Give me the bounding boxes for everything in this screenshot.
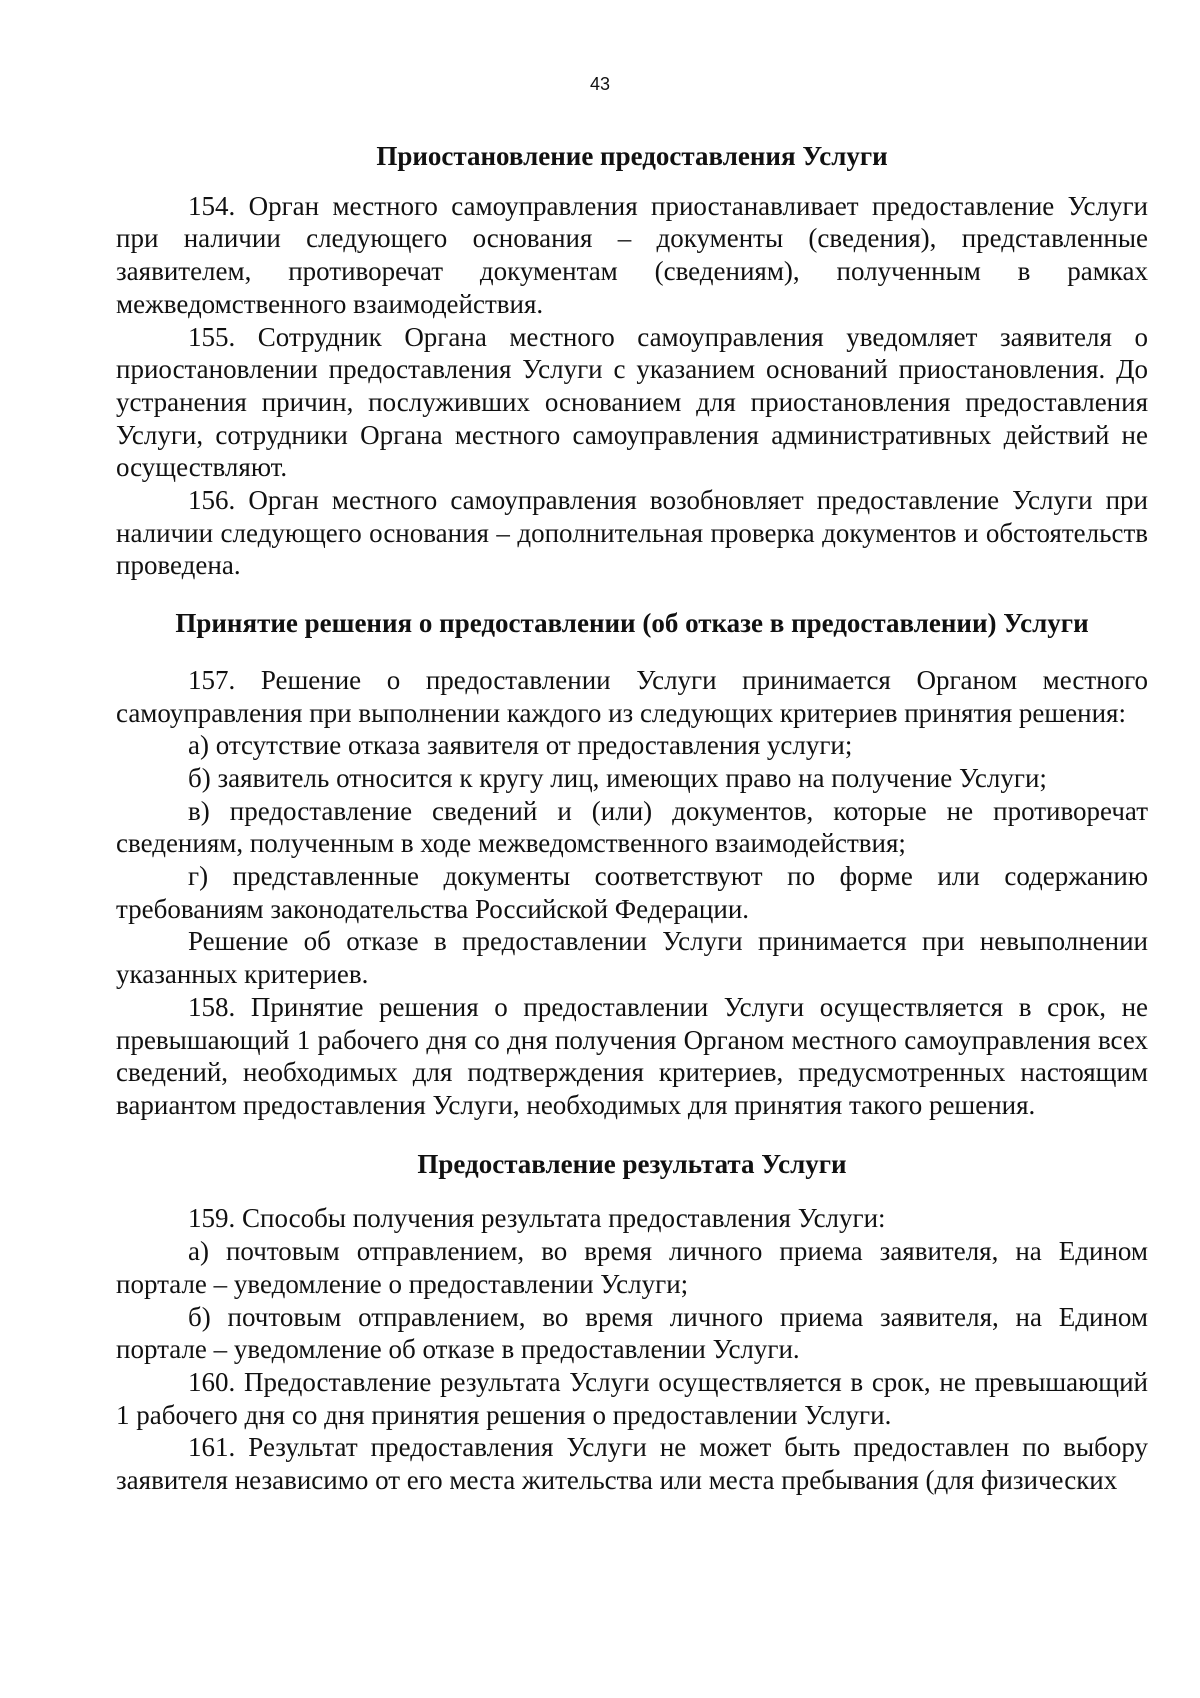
paragraph-154: 154. Орган местного самоуправления приостанавливает предоставление Услуги при наличии следующего основания – документы (сведения), представленные заявителем, противоречат документам (сведениям), полученным в рамках межведомственного взаимодействия. <box>116 190 1148 319</box>
section-heading-decision: Принятие решения о предоставлении (об отказе в предоставлении) Услуги <box>175 608 1089 639</box>
paragraph-158: 158. Принятие решения о предоставлении Услуги осуществляется в срок, не превышающий 1 рабочего дня со дня получения Органом местного самоуправления всех сведений, необходимых для подтверждения критериев, предусмотренных настоящим вариантом предоставления Услуги, необходимых для принятия такого решения. <box>116 991 1148 1120</box>
paragraph-157: 157. Решение о предоставлении Услуги принимается Органом местного самоуправления при выполнении каждого из следующих критериев принятия решения: <box>116 664 1148 728</box>
criterion-v: в) предоставление сведений и (или) документов, которые не противоречат сведениям, полученным в ходе межведомственного взаимодействия; <box>116 795 1148 859</box>
criterion-b: б) заявитель относится к кругу лиц, имеющих право на получение Услуги; <box>188 762 1047 793</box>
refusal-paragraph: Решение об отказе в предоставлении Услуги принимается при невыполнении указанных критериев. <box>116 926 1148 990</box>
method-a: а) почтовым отправлением, во время личного приема заявителя, на Едином портале – уведомление о предоставлении Услуги; <box>116 1236 1148 1299</box>
section-heading-suspension: Приостановление предоставления Услуги <box>376 141 888 171</box>
section-heading-result: Предоставление результата Услуги <box>417 1148 847 1179</box>
criterion-g: г) представленные документы соответствуют по форме или содержанию требованиям законодательства Российской Федерации. <box>116 861 1148 924</box>
paragraph-160: 160. Предоставление результата Услуги осуществляется в срок, не превышающий 1 рабочего дня со дня принятия решения о предоставлении Услуги. <box>116 1366 1148 1430</box>
criterion-a: а) отсутствие отказа заявителя от предоставления услуги; <box>188 730 853 761</box>
paragraph-155: 155. Сотрудник Органа местного самоуправления уведомляет заявителя о приостановлении предоставления Услуги с указанием оснований приостановления. До устранения причин, послуживших основанием для приостановления предоставления Услуги, сотрудники Органа местного самоуправления административных действий не осуществляют. <box>116 321 1148 483</box>
method-b: б) почтовым отправлением, во время личного приема заявителя, на Едином портале – уведомление об отказе в предоставлении Услуги. <box>116 1301 1148 1365</box>
paragraph-159: 159. Способы получения результата предоставления Услуги: <box>188 1203 886 1234</box>
paragraph-156: 156. Орган местного самоуправления возобновляет предоставление Услуги при наличии следующего основания – дополнительная проверка документов и обстоятельств проведена. <box>116 485 1148 581</box>
page-number: 43 <box>589 74 611 94</box>
paragraph-161: 161. Результат предоставления Услуги не может быть предоставлен по выбору заявителя независимо от его места жительства или места пребывания (для физических <box>116 1432 1148 1496</box>
document-body <box>116 130 1148 1497</box>
